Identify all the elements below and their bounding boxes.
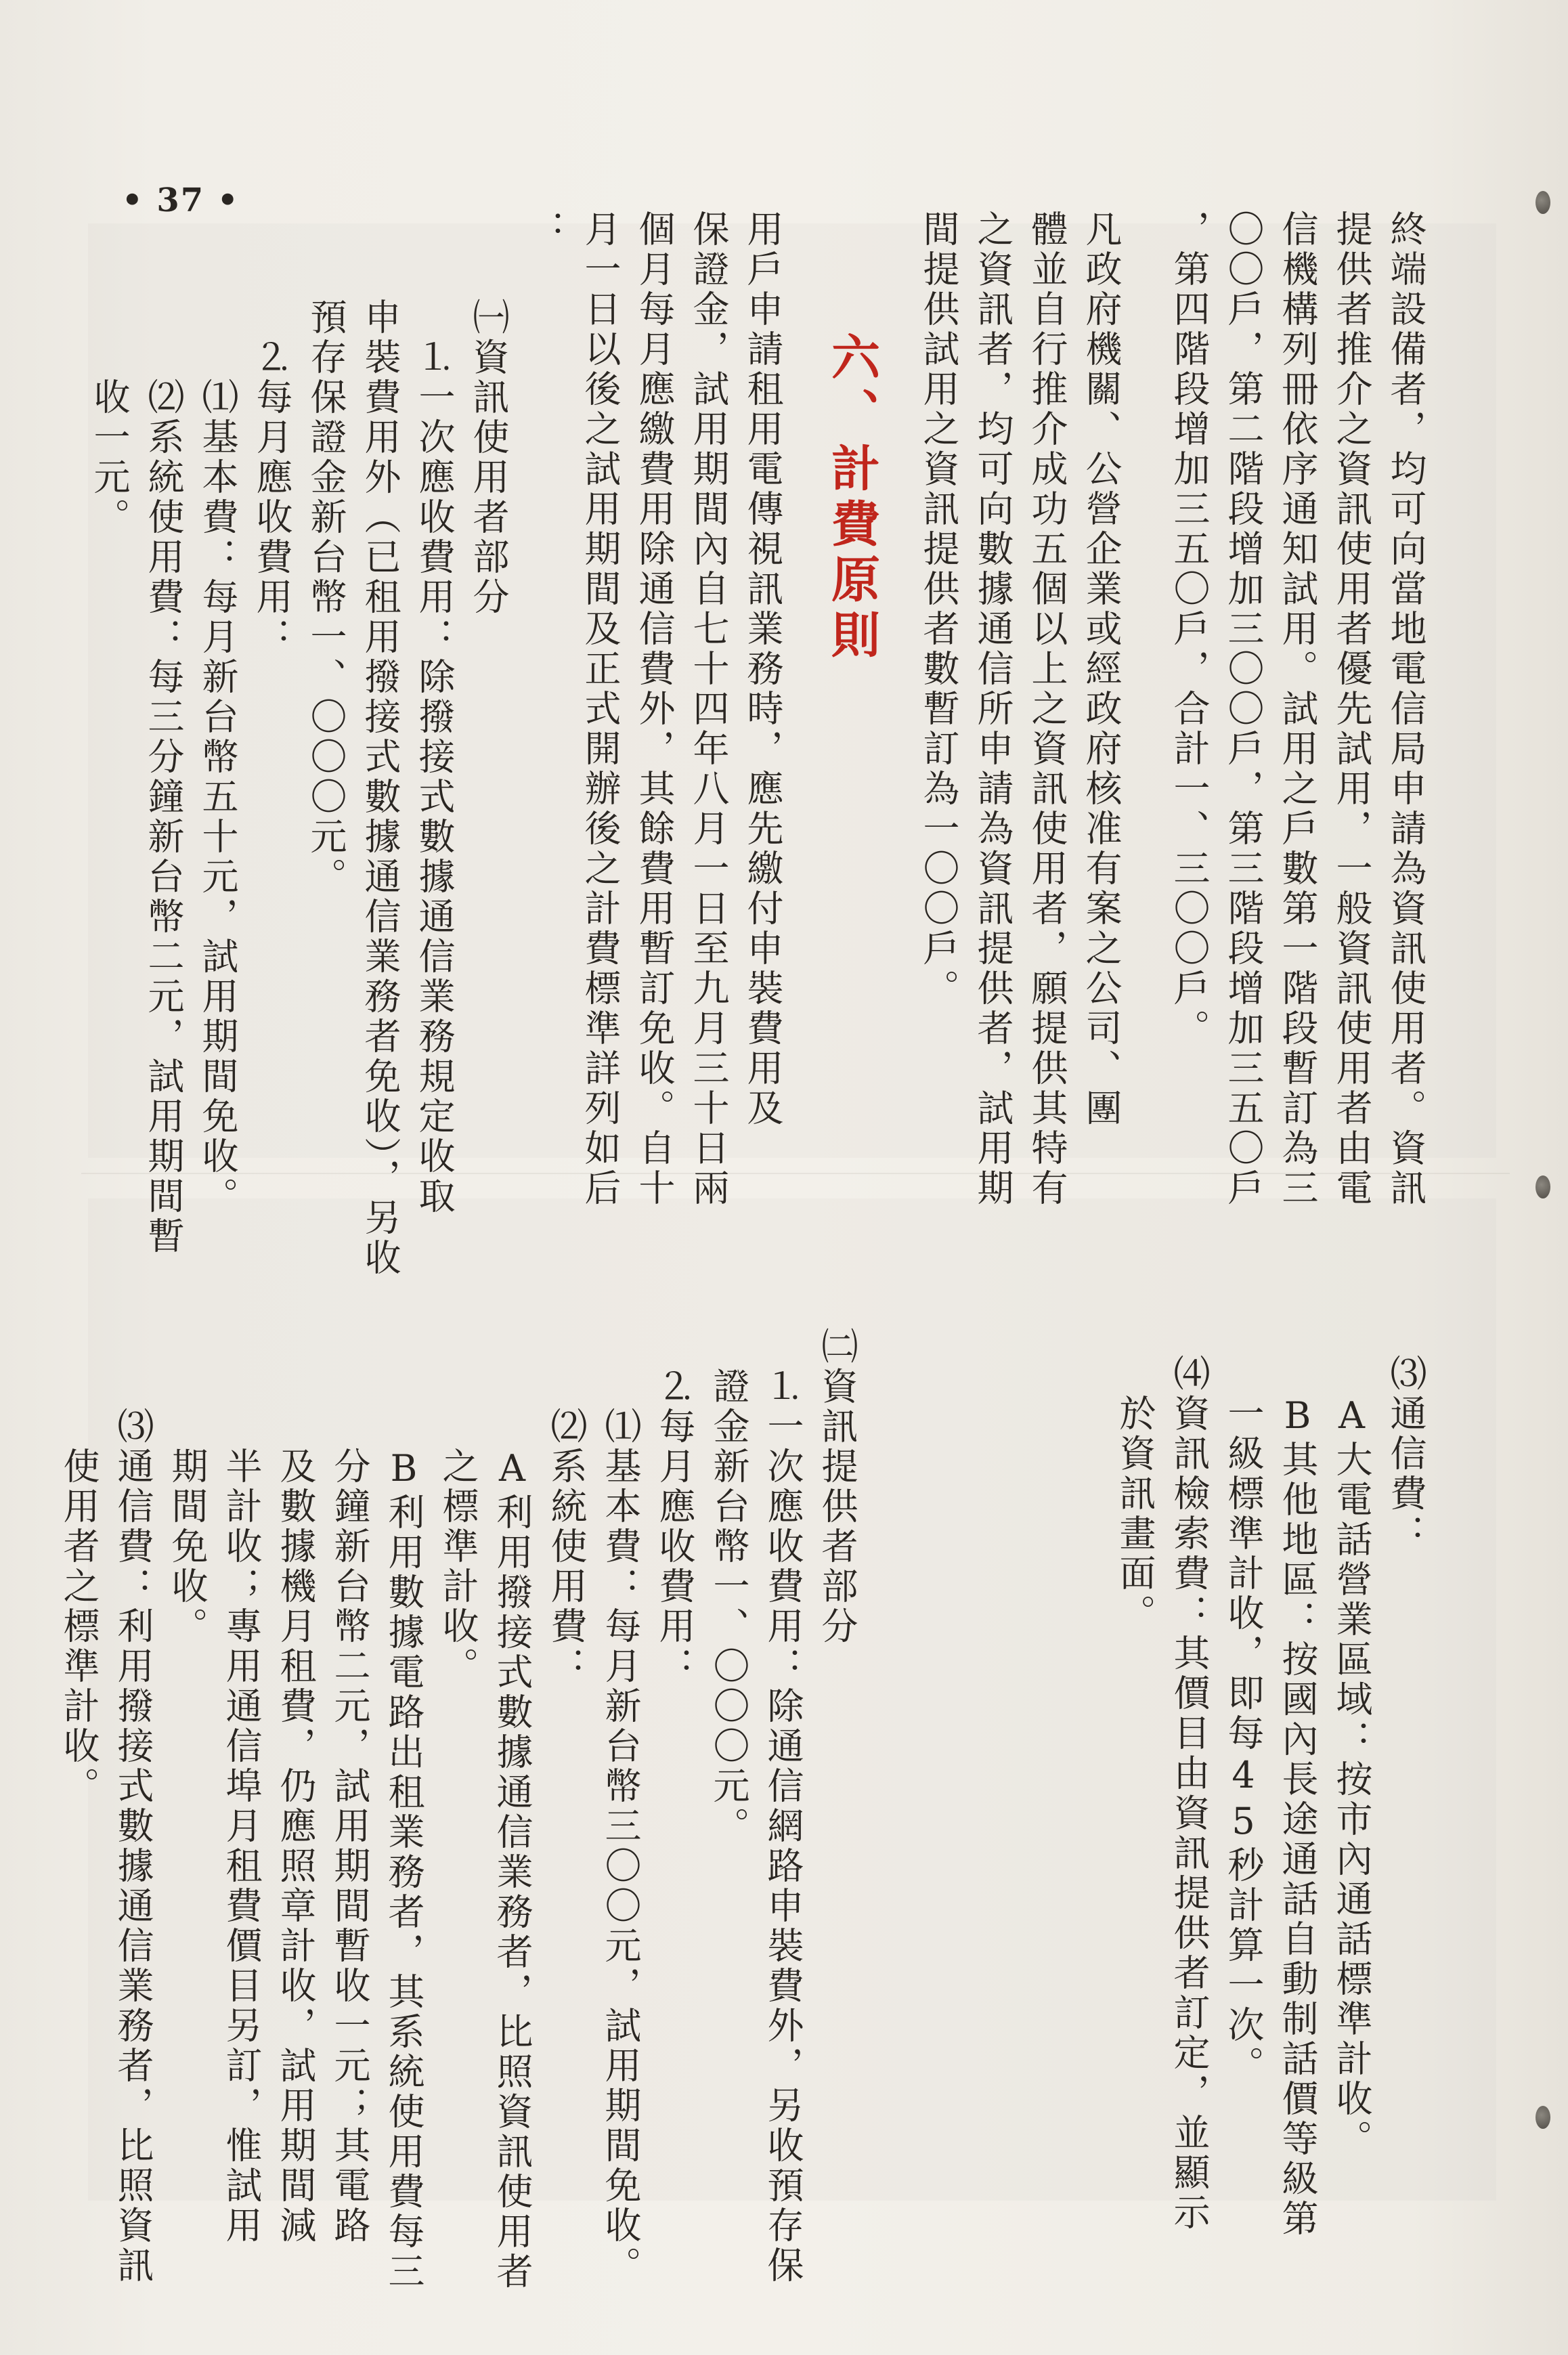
paragraph-registration: 終端設備者，均可向當地電信局申請為資訊使用者。資訊 提供者推介之資訊使用者優先試用，一般資訊使用者由電 信機構列冊依序通知試用。試用之戶數第一階段暫訂為三 〇〇戶，第二階段增加三〇〇戶，第三階段增加三五〇戶 ，第四階段增加三五〇戶，合計一、三〇〇戶。 [1168,210,1427,1209]
binding-hole-icon [1536,1175,1550,1198]
part-one-information-user: ㈠資訊使用者部分 ⒈一次應收費用：除撥接式數據通信業務規定收取 申裝費用外（已租用撥接式數據通信業務者免收），另收 預存保證金新台幣一、〇〇〇元。 ⒉每月應收費用： ⑴基本費：每月新台幣五十元，試用期間免收。 ⑵系統使用費：每三分鐘新台幣二元，試用期間暫 收一元。 [88,298,510,1278]
part-two-information-provider: ㈡資訊提供者部分 ⒈一次應收費用：除通信網路申裝費外，另收預存保 證金新台幣一、〇〇〇元。 ⒉每月應收費用： ⑴基本費：每月新台幣三〇〇元，試用期間免收。 ⑵系統使用費： A利用撥接式數據通信業務者，比照資訊使用者 之標準計收。 B利用數據電路出租業務者，其系統使用費每三 分鐘新台幣二元，試用期間暫收一元；其電路 及數據機月租費，仍應照章計收，試用期間減 半計收；專用通信埠月租費價目另訂，惟試用 期間免收。 ⑶通信費：利用撥接式數據通信業務者，比照資訊 使用者之標準計收。 [58,1327,858,2292]
page-number: • 37 • [122,181,240,219]
paragraph-information-provider: 凡政府機關、公營企業或經政府核准有案之公司、團 體並自行推介成功五個以上之資訊使用者，願提供其特有 之資訊者，均可向數據通信所申請為資訊提供者，試用期 間提供試用之資訊提供者數暫訂為一〇〇戶。 [917,210,1123,1209]
section-heading: 六、計費原則 [823,332,881,665]
binding-hole-icon [1536,2106,1550,2129]
part-one-continued: ⑶通信費： A大電話營業區域：按市內通話標準計收。 B其他地區：按國內長途通話自動制話價等級第 一級標準計收，即每45秒計算一次。 ⑷資訊檢索費：其價目由資訊提供者訂定，並顯示 於資訊畫面。 [1114,1354,1427,2239]
binding-hole-icon [1536,191,1550,214]
section-intro: 用戶申請租用電傳視訊業務時，應先繳付申裝費用及 保證金，試用期間內自七十四年八月一日至九月三十日兩 個月每月應繳費用除通信費外，其餘費用暫訂免收。自十 月一日以後之試用期間及正式開辦後之計費標準詳列如后 ： [525,210,784,1209]
